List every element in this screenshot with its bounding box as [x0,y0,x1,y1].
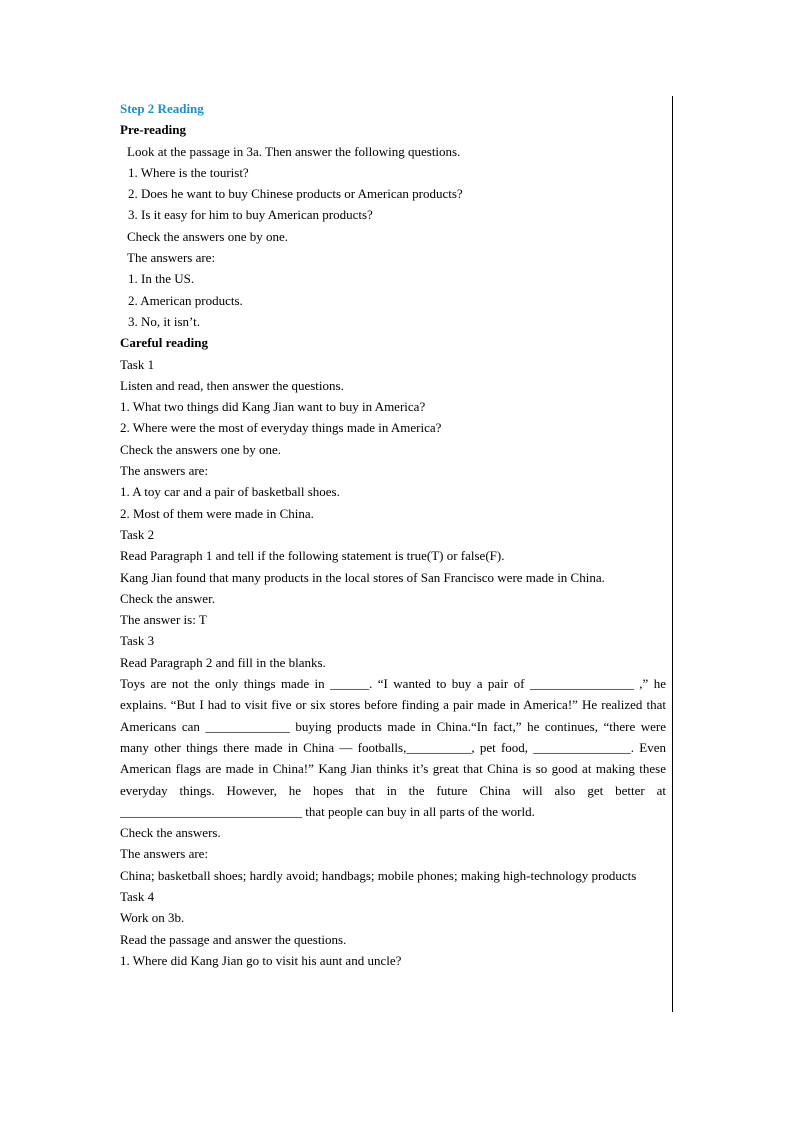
task3-passage: Toys are not the only things made in ______. “I wanted to buy a pair of ________________ ,” he explains. “But I had to visit five or six stores before finding a pair made in America!” He realized that Americans can _____________ buying products made in China.“In fact,” he continues, “there were many other things there made in China — footballs,__________, pet food, _______________. Even American flags are made in China!” Kang Jian thinks it’s great that China is so good at making these everyday things. However, he hopes that in the future China will also get better at ____________________________ that people can buy in all parts of the world. [120,676,666,819]
pre-reading-answer: 3. No, it isn’t. [128,313,200,329]
task2-check: Check the answer. [120,590,215,606]
pre-reading-answer: 1. In the US. [128,271,195,287]
task2-answer: The answer is: T [120,612,207,628]
task1-check: Check the answers one by one. [120,441,282,457]
task3-answers: China; basketball shoes; hardly avoid; handbags; mobile phones; making high-technology products [120,867,637,883]
task1-answer: 2. Most of them were made in China. [120,505,314,521]
task4-title: Task 4 [120,888,155,904]
task4-work-on: Work on 3b. [120,910,185,926]
task1-question: 1. What two things did Kang Jian want to buy in America? [120,399,426,415]
pre-reading-answers-label: The answers are: [127,250,216,266]
pre-reading-question: 2. Does he want to buy Chinese products or American products? [128,186,463,202]
task2-statement: Kang Jian found that many products in the local stores of San Francisco were made in China. [120,569,605,585]
pre-reading-question: 3. Is it easy for him to buy American products? [128,207,373,223]
task2-title: Task 2 [120,526,155,542]
pre-reading-instruction: Look at the passage in 3a. Then answer the following questions. [127,143,461,159]
document-body [120,98,666,971]
task1-title: Task 1 [120,356,155,372]
pre-reading-heading: Pre-reading [120,122,186,138]
task3-instruction: Read Paragraph 2 and fill in the blanks. [120,654,326,670]
pre-reading-check: Check the answers one by one. [127,228,289,244]
task4-instruction: Read the passage and answer the questions. [120,931,347,947]
careful-reading-heading: Careful reading [120,335,208,351]
task3-answers-label: The answers are: [120,846,209,862]
step-title: Step 2 Reading [120,101,204,116]
task1-instruction: Listen and read, then answer the questions. [120,377,344,393]
task1-answer: 1. A toy car and a pair of basketball shoes. [120,484,340,500]
task1-question: 2. Where were the most of everyday things made in America? [120,420,442,436]
task1-answers-label: The answers are: [120,463,209,479]
task4-question: 1. Where did Kang Jian go to visit his aunt and uncle? [120,952,402,968]
pre-reading-question: 1. Where is the tourist? [128,164,249,180]
pre-reading-answer: 2. American products. [128,292,243,308]
task2-instruction: Read Paragraph 1 and tell if the following statement is true(T) or false(F). [120,548,505,564]
task3-title: Task 3 [120,633,155,649]
table-border-line [672,96,673,1012]
task3-check: Check the answers. [120,825,221,841]
